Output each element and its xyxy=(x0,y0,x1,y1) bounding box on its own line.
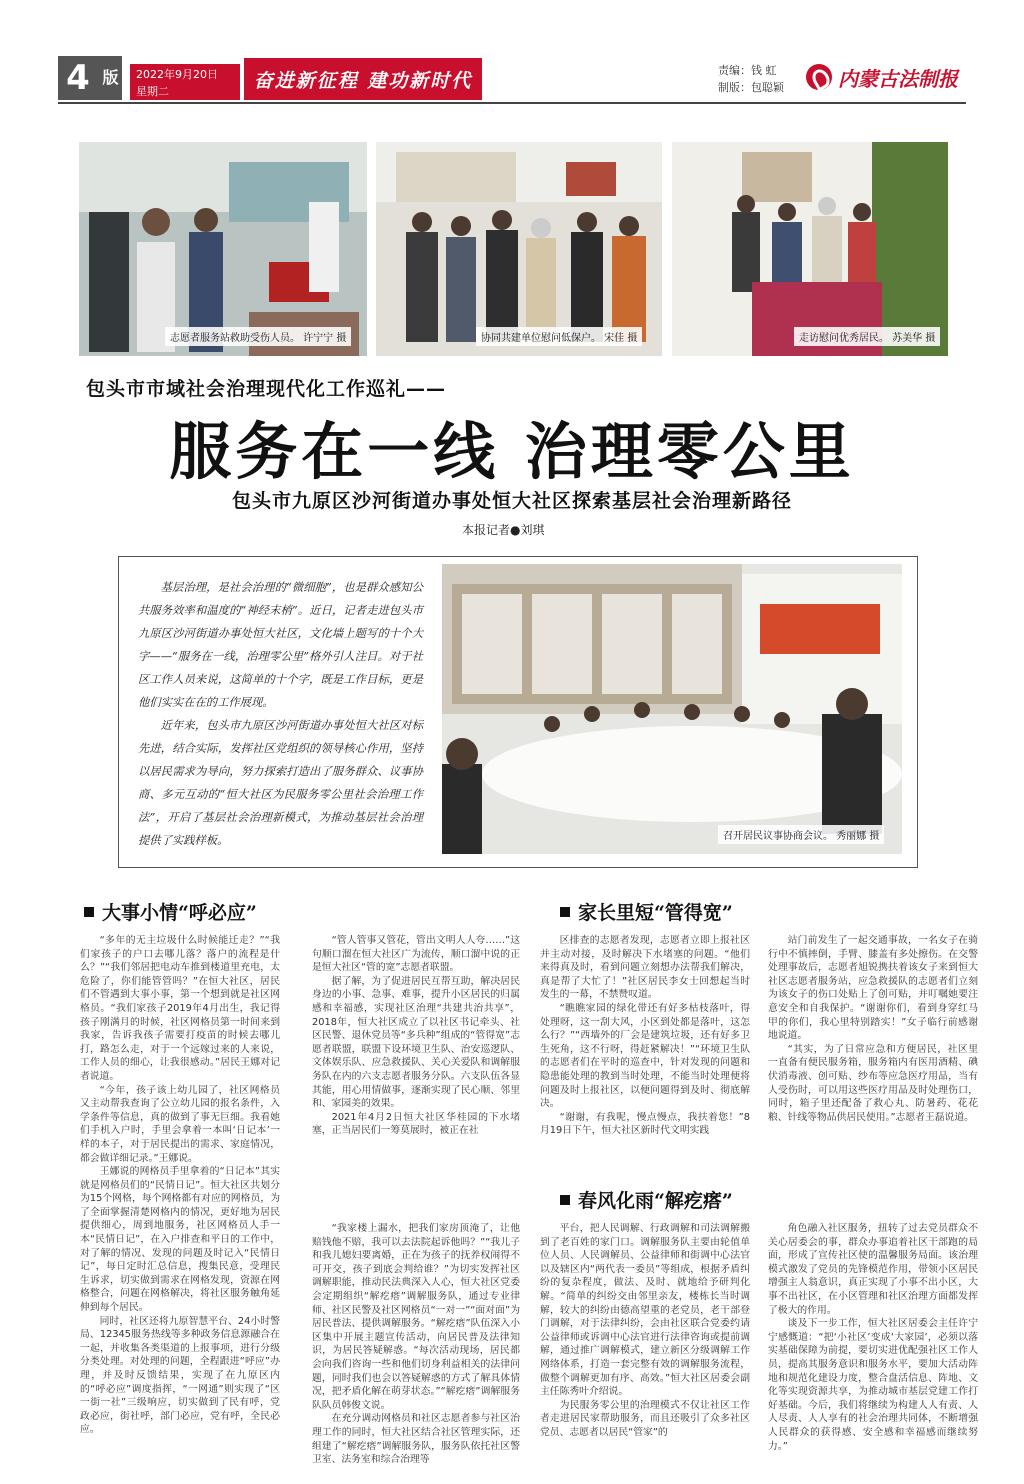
column-6-paragraph: 平台，把人民调解、行政调解和司法调解搬到了老百姓的家门口。调解服务队主要由轮值单位人员、人民调解员、公益律师和街调中心法官以及辖区内“两代表一委员”等组成，根据矛盾纠纷的复杂程度，做法、及时、就地给予研判化解。“简单的纠纷交由邻里亲友，楼栋长当时调解，较大的纠纷由德高望重的老党员，老干部登门调解，对于法律纠纷，会由社区联合党委约请公益律师或诉调中心法官进行法律咨询或提前调解，通过推广调解模式，建立新区分级调解工作网络体系，打造一套完整有效的调解服务流程，做整个调解更加有序、高效。”恒大社区居委会副主任陈秀叶介绍说。 xyxy=(540,1223,750,1398)
issue-date-block xyxy=(130,64,240,100)
section-heading-3 xyxy=(560,1186,733,1213)
column-1-paragraph: 王娜说的网格员手里拿着的“日记本”其实就是网格员们的“民情日记”。恒大社区共划分为15个网格，每个网格都有对应的网格员，为了全面掌握清楚网格内的情况，更好地为居民提供细心，周到地服务，社区网格员人手一本“民情日记”，在入户排查和平日的工作中，对了解的情况、发现的问题及时记入“民情日记”，每日定时汇总信息，搜集民意，受理民生诉求，切实做到需求在网格发现，资源在网格整合，问题在网格解决，将社区服务触角延伸到每个居民。 xyxy=(80,1166,280,1314)
page-label: 版 xyxy=(100,69,119,87)
editor: 责编：钱 虹 xyxy=(718,64,777,77)
column-5-paragraph: “我家楼上漏水，把我们家房顶淹了，让他赔钱他不赔，我可以去法院起诉他吗？”“我儿子和我儿媳妇要离婚，正在为孩子的抚养权闹得不可开交，孩子到底会判给谁？”为切实发挥社区调解职能，推动民法典深入人心，恒大社区党委会定期组织“解疙瘩”调解服务队，通过专业律师、社区民警及社区网格员“一对一”“面对面”为居民普法、提供调解服务。“解疙瘩”队伍深入小区集中开展主题宣传活动，向居民普及法律知识，为居民答疑解惑。“每次活动现场，居民都会向我们咨询一些和他们切身利益相关的法律问题，同时我们也会以答疑解惑的方式了解具体情况，把矛盾化解在萌芽状态。”“解疙瘩”调解服务队队员韩俊文说。 xyxy=(312,1223,520,1411)
column-3-paragraph: 区排查的志愿者发现，志愿者立即上报社区并主动对接，及时解决下水堵塞的问题。“他们来得真及时，看到问题立刻想办法帮我们解决，真是帮了大忙了！”社区居民李女士回想起当时发生的一幕，不禁赞叹道。 xyxy=(540,935,750,1001)
column-2 xyxy=(312,934,520,1168)
photo-volunteer-rescue xyxy=(79,142,367,356)
column-4-paragraph: “其实，为了日常应急和方便居民，社区里一直备有便民服务箱，服务箱内有医用酒精、碘伏消毒液、创可贴、纱布等应急医疗用品，当有人受伤时，可以用这些医疗用品及时处理伤口，同时，箱子里还配备了救心丸、防暑药、花花粮、针线等物品供居民使用。”志愿者王磊说道。 xyxy=(768,1043,978,1123)
section-heading-3-text: 春风化雨“解疙瘩” xyxy=(578,1190,733,1212)
column-7 xyxy=(768,1222,978,1476)
page-slogan: 奋进新征程 建功新时代 xyxy=(244,58,482,100)
section-heading-1 xyxy=(84,898,257,925)
column-1-paragraph: 同时，社区还将九原智慧平台、24小时警局、12345服务热线等多种政务信息源融合在一起，并收集各类渠道的上报事项，进行分级分类处理。对处理的问题，全程跟进“呼应”办理，并及时反馈结果，实现了在九原区内的“呼必应”调度指挥，“一网通”则实现了“区一街一社”三级响应，切实做到了民有呼，党政必应，街社呼，部门必应，党有呼，全民必应。 xyxy=(80,1315,280,1436)
column-6-paragraph: 为民服务零公里的治理模式不仅让社区工作者走进居民家帮助服务，而且还吸引了众多社区党员、志愿者以居民“管家”的 xyxy=(540,1399,750,1438)
newspaper-name: 内蒙古法制报 xyxy=(838,66,958,91)
photo-meeting xyxy=(442,564,902,854)
header-divider xyxy=(58,102,966,104)
page-number-badge xyxy=(58,56,122,100)
section-heading-2-text: 家长里短“管得宽” xyxy=(578,902,733,924)
column-2-paragraph: 据了解，为了促进居民互帮互助，解决居民身边的小事、急事、难事，提升小区居民的归属感和幸福感，实现社区治理“共建共治共享”，2018年，恒大社区成立了以社区书记牵头、社区民警、退休党员等“多兵种”组成的“管得宽”志愿者联盟，联盟下设环境卫生队、治安巡逻队、文体娱乐队、应急救援队、关心关爱队和调解服务队在内的六支志愿者服务分队。六支队伍各显其能，用心用情做事，逐渐实现了民心顺、邻里和、家园美的效果。 xyxy=(312,975,520,1110)
section-heading-3-marker xyxy=(560,1195,570,1205)
section-heading-1-text: 大事小情“呼必应” xyxy=(102,902,257,924)
issue-weekday: 星期二 xyxy=(136,85,169,98)
article-subtitle: 包头市九原区沙河街道办事处恒大社区探索基层社会治理新路径 xyxy=(231,490,792,512)
column-1 xyxy=(80,934,280,1474)
photo-meeting-image xyxy=(442,564,902,854)
photo-visit-residents-image xyxy=(672,142,948,356)
photo-visit-low-income xyxy=(376,142,662,356)
column-4-paragraph: 站门前发生了一起交通事故，一名女子在骑行中不慎摔倒，手臂、膝盖有多处擦伤。在交警处理事故后，志愿者旭锐携扶着该女子来到恒大社区志愿者服务站，应急救援队的志愿者们立刻为该女子的伤口处贴上了创可贴，并叮嘱她要注意安全和自我保护。“谢谢你们，看到身穿红马甲的你们，我心里特别踏实！”女子临行前感谢地说道。 xyxy=(768,935,978,1042)
intro-paragraph-2: 近年来，包头市九原区沙河街道办事处恒大社区对标先进，结合实际，发挥社区党组织的领导核心作用，坚持以居民需求为导向，努力探索打造出了服务群众、议事协商、多元互动的“恒大社区为民服务零公里社会治理工作法”，开启了基层社会治理新模式，为推动基层社会治理提供了实践样板。 xyxy=(138,719,423,847)
column-4 xyxy=(768,934,978,1168)
column-5-paragraph: 在充分调动网格员和社区志愿者参与社区治理工作的同时，恒大社区结合社区管理实际，还组建了“解疙瘩”调解服务队，服务队依托社区警卫室、法务室和综合治理等 xyxy=(312,1413,520,1466)
section-heading-1-marker xyxy=(84,907,94,917)
column-3-paragraph: “谢谢，有我呢，慢点慢点，我扶着您！”8月19日下午，恒大社区新时代文明实践 xyxy=(540,1111,750,1137)
newspaper-logo xyxy=(806,60,968,94)
column-1-paragraph: “多年的无主垃圾什么时候能迁走？”“我们家孩子的户口去哪儿落？落户的流程是什么？”“我们邻居把电动车推到楼道里充电，太危险了，你们能管管吗？”在恒大社区，居民们不管遇到大事小事，第一个想到就是社区网格员。“我们家孩子2019年4月出生，我记得孩子刚满月的时候，社区网格员第一时间来到我家，告诉我孩子需要打疫苗的时候去哪儿打，路怎么走，对于一个远嫁过来的人来说，工作人员的细心，让我很感动。”居民王娜对记者说道。 xyxy=(80,935,280,1082)
newspaper-logo-icon xyxy=(806,64,832,90)
column-3-paragraph: “瞧瞧家园的绿化带还有好多枯枝落叶，得处理呀，这一刮大风，小区到处都是落叶，这怎么行？”“西墙外的厂会是建筑垃圾，还有好多卫生死角，这不行呀，得赶紧解决！”“环境卫生队的志愿者们在平时的巡查中，针对发现的问题和隐患能处理的教到当时处理，不能当时处理便将问题及时上报社区，以便问题得到及时、彻底解决。 xyxy=(540,1002,750,1110)
editor-credits xyxy=(718,62,784,96)
intro-paragraph-1: 基层治理，是社会治理的“微细胞”，也是群众感知公共服务效率和温度的“神经末梢”。近日，记者走进包头市九原区沙河街道办事处恒大社区，文化墙上题写的十个大字——“服务在一线，治理零公里”格外引人注目。对于社区工作人员来说，这简单的十个字，既是工作目标，更是他们实实在在的工作展现。 xyxy=(138,581,423,709)
producer: 制版：包聪颖 xyxy=(718,81,784,94)
column-1-paragraph: “今年，孩子该上幼儿园了，社区网格员又主动帮我查询了公立幼儿园的报名条件，入学条件等信息，真的做到了事无巨细。我看她们手机入户时，手里会拿着一本叫‘日记本’一样的本子，对于居民提出的需求、家庭情况，都会做详细记录。”王娜说。 xyxy=(80,1084,280,1164)
column-6 xyxy=(540,1222,750,1476)
article-byline: 本报记者●刘琪 xyxy=(462,523,545,537)
column-2-paragraph: 2021年4月2日恒大社区华桂园的下水堵塞，正当居民们一筹莫展时，被正在社 xyxy=(312,1111,520,1137)
intro-text xyxy=(138,576,423,852)
photo3-caption: 走访慰问优秀居民。 苏美华 摄 xyxy=(794,327,940,346)
article-title: 服务在一线 治理零公里 xyxy=(169,415,855,488)
photo-visit-residents xyxy=(672,142,948,356)
column-7-paragraph: 谈及下一步工作，恒大社区居委会主任许宁宁感慨道：“把‘小社区’变成‘大家园’，必须以落实基础保障为前提，要切实进优配强社区工作人员，提高其服务意识和服务水平，要加大活动阵地和规范化建设力度，整合盘活信息、阵地、文化等实现资源共享，为推动城市基层党建工作打好基础。今后，我们将继续为构建人人有责、人人尽责、人人享有的社会治理共同体，不断增强人民群众的获得感、安全感和幸福感而继续努力。” xyxy=(768,1318,978,1452)
column-2-paragraph: “管人管事又管花，管出文明人人夸……”这句顺口溜在恒大社区广为流传，顺口溜中说的正是恒大社区“管的宽”志愿者联盟。 xyxy=(312,935,520,974)
photo-volunteer-rescue-image xyxy=(79,142,367,356)
article-kicker: 包头市市域社会治理现代化工作巡礼—— xyxy=(86,378,447,400)
section-heading-2-marker xyxy=(560,907,570,917)
issue-date: 2022年9月20日 xyxy=(136,68,218,81)
photo-visit-low-income-image xyxy=(376,142,662,356)
section-heading-2 xyxy=(560,898,733,925)
column-7-paragraph: 角色融入社区服务，扭转了过去党员群众不关心居委会的事，群众办事追着社区干部跑的局面，形成了宣传社区使的温馨服务局面。该治理模式激发了党员的先锋模范作用，带领小区居民增强主人翁意识，真正实现了小事不出小区，大事不出社区，在小区管理和社区治理方面都发挥了极大的作用。 xyxy=(768,1223,978,1316)
photo1-caption: 志愿者服务站救助受伤人员。 许宁宁 摄 xyxy=(165,327,351,346)
column-5 xyxy=(312,1222,520,1476)
meeting-caption: 召开居民议事协商会议。 秀丽娜 摄 xyxy=(718,825,884,844)
column-3 xyxy=(540,934,750,1168)
page-number: 4 xyxy=(66,58,90,98)
photo2-caption: 协同共建单位慰问低保户。 宋佳 摄 xyxy=(476,327,642,346)
